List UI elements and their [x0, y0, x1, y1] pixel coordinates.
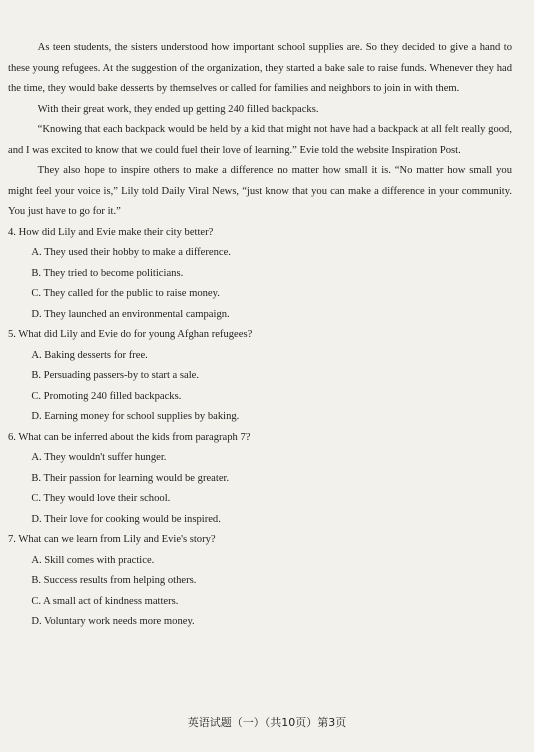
question-stem: 5. What did Lily and Evie do for young Afghan refugees?	[8, 329, 253, 340]
option-a: A. They wouldn't suffer hunger.	[31, 452, 167, 463]
question-stem: 7. What can we learn from Lily and Evie's story?	[8, 534, 216, 545]
passage-paragraph: They also hope to inspire others to make a difference no matter how small it is. “No matter how small you might feel your voice is,” Lily told Daily Viral News, “just know that you can make a difference in your community. You just have to go for it.”	[8, 165, 512, 217]
passage-paragraph: As teen students, the sisters understood how important school supplies are. So they decided to give a hand to these young refugees. At the suggestion of the organization, they started a bake sale to raise funds. Whenever they had the time, they would bake desserts by themselves or called for families and neighbors to join in with them.	[8, 42, 512, 94]
passage-paragraph: “Knowing that each backpack would be held by a kid that might not have had a backpack at all felt really good, and I was excited to know that we could fuel their love of learning.” Evie told the website Inspiration Post.	[8, 124, 512, 156]
option-d: D. Their love for cooking would be inspired.	[31, 513, 221, 525]
option-a: A. Skill comes with practice.	[31, 554, 155, 566]
option-d: D. Voluntary work needs more money.	[31, 616, 195, 627]
question-stem: 4. How did Lily and Evie make their city better?	[8, 226, 214, 238]
option-a: A. Baking desserts for free.	[31, 349, 148, 361]
option-b: B. They tried to become politicians.	[31, 267, 184, 279]
option-b: B. Their passion for learning would be greater.	[31, 472, 230, 484]
question-7	[8, 530, 512, 633]
option-b: B. Persuading passers-by to start a sale.	[31, 370, 200, 381]
question-4	[8, 223, 512, 326]
option-d: D. They launched an environmental campaign.	[31, 308, 230, 320]
question-stem: 6. What can be inferred about the kids from paragraph 7?	[8, 431, 251, 443]
option-b: B. Success results from helping others.	[31, 575, 197, 586]
question-6	[8, 428, 512, 531]
option-c: C. A small act of kindness matters.	[31, 595, 179, 607]
option-d: D. Earning money for school supplies by baking.	[31, 411, 240, 422]
option-c: C. They would love their school.	[31, 493, 171, 504]
page-content	[8, 38, 512, 633]
option-c: C. They called for the public to raise money.	[31, 288, 220, 299]
passage-paragraph: With their great work, they ended up getting 240 filled backpacks.	[37, 103, 319, 115]
question-5	[8, 325, 512, 428]
page-footer: 英语试题（一）（共10页）第3页	[187, 716, 347, 729]
option-c: C. Promoting 240 filled backpacks.	[31, 390, 182, 402]
option-a: A. They used their hobby to make a difference.	[31, 247, 231, 258]
